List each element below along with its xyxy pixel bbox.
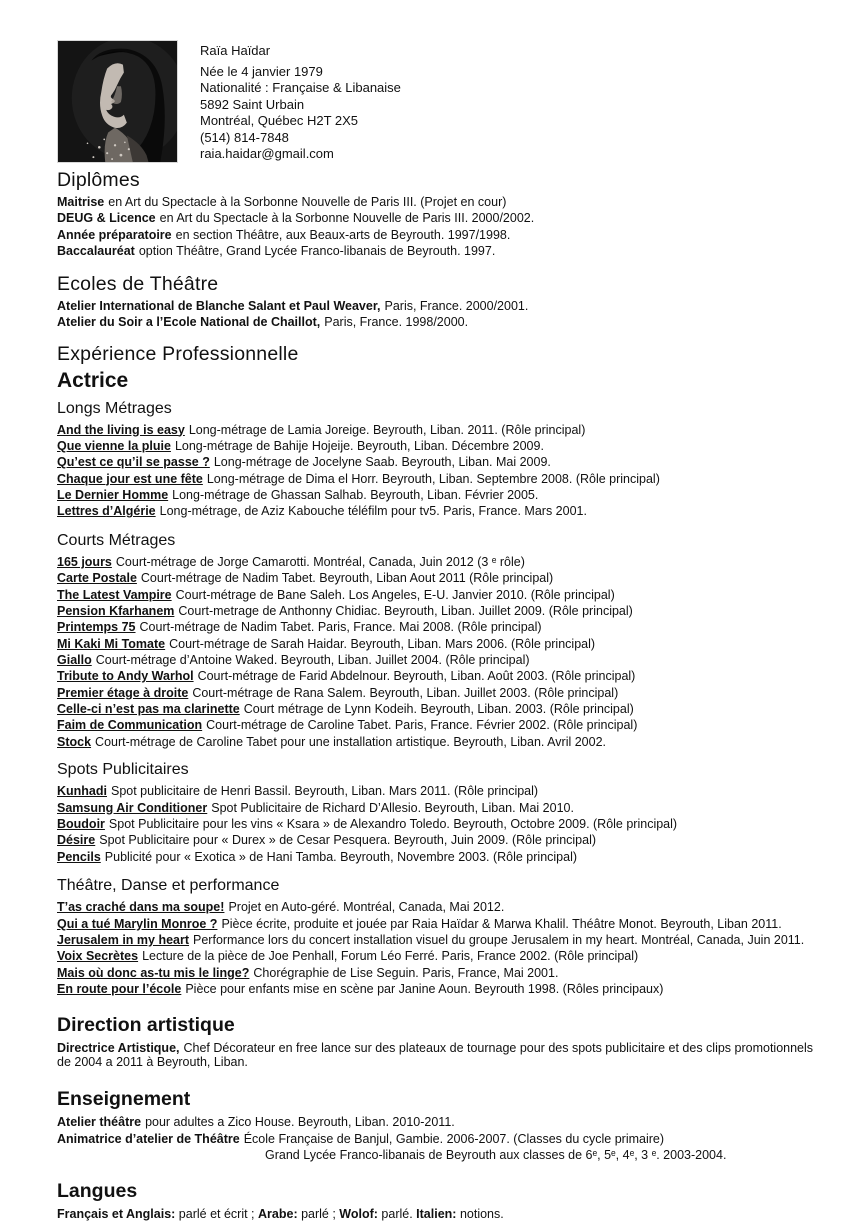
film-details: Long-métrage de Ghassan Salhab. Beyrouth, Liban. Février 2005. bbox=[172, 487, 539, 502]
language-name: Wolof: bbox=[339, 1206, 378, 1221]
performance-entry bbox=[57, 933, 824, 948]
film-details: Court-métrage de Caroline Tabet pour une installation artistique. Beyrouth, Liban. Avril 2002. bbox=[95, 734, 607, 749]
subsection-longs-metrages bbox=[57, 400, 824, 519]
phone-number: (514) 814-7848 bbox=[200, 129, 289, 145]
spot-entry bbox=[57, 801, 824, 816]
performance-entry bbox=[57, 982, 824, 997]
spot-title: Kunhadi bbox=[57, 784, 107, 799]
spot-entry bbox=[57, 817, 824, 832]
school-title: Atelier International de Blanche Salant et Paul Weaver, bbox=[57, 298, 381, 313]
spot-details: Spot Publicitaire de Richard D’Allesio. Beyrouth, Liban. Mai 2010. bbox=[211, 800, 574, 815]
performance-title: Qui a tué Marylin Monroe ? bbox=[57, 916, 218, 931]
film-entry bbox=[57, 669, 824, 684]
film-title: Le Dernier Homme bbox=[57, 487, 169, 502]
section-ecoles-theatre bbox=[57, 273, 824, 330]
film-details: Court-métrage de Rana Salem. Beyrouth, Liban. Juillet 2003. (Rôle principal) bbox=[192, 685, 619, 700]
film-title: The Latest Vampire bbox=[57, 587, 172, 602]
portrait-photo bbox=[57, 40, 178, 163]
language-name: Arabe: bbox=[258, 1206, 298, 1221]
diploma-details: en section Théâtre, aux Beaux-arts de Beyrouth. 1997/1998. bbox=[175, 227, 511, 242]
film-details: Court-métrage de Nadim Tabet. Paris, France. Mai 2008. (Rôle principal) bbox=[139, 620, 542, 635]
diploma-entry bbox=[57, 195, 824, 210]
film-title: Celle-ci n’est pas ma clarinette bbox=[57, 701, 240, 716]
diploma-title: DEUG & Licence bbox=[57, 211, 156, 226]
film-details: Long-métrage de Jocelyne Saab. Beyrouth, Liban. Mai 2009. bbox=[213, 455, 551, 470]
performance-title: En route pour l’école bbox=[57, 981, 182, 996]
film-title: Chaque jour est une fête bbox=[57, 471, 203, 486]
header bbox=[57, 40, 824, 163]
diploma-entry bbox=[57, 244, 824, 259]
film-entry bbox=[57, 455, 824, 470]
section-experience bbox=[57, 343, 824, 997]
film-title: Mi Kaki Mi Tomate bbox=[57, 636, 166, 651]
film-title: Qu’est ce qu’il se passe ? bbox=[57, 455, 210, 470]
school-details: Paris, France. 2000/2001. bbox=[384, 298, 529, 313]
contact-block bbox=[200, 40, 401, 163]
film-title: Que vienne la pluie bbox=[57, 438, 171, 453]
film-entry bbox=[57, 604, 824, 619]
film-entry bbox=[57, 571, 824, 586]
language-level: parlé ; bbox=[297, 1206, 340, 1221]
language-name: Français et Anglais: bbox=[57, 1206, 176, 1221]
film-title: Faim de Communication bbox=[57, 718, 203, 733]
email-address: raia.haidar@gmail.com bbox=[200, 146, 334, 161]
film-entry bbox=[57, 620, 824, 635]
diploma-title: Maitrise bbox=[57, 195, 105, 209]
film-entry bbox=[57, 637, 824, 652]
section-heading: Direction artistique bbox=[57, 1013, 235, 1036]
performance-details: Pièce pour enfants mise en scène par Janine Aoun. Beyrouth 1998. (Rôles principaux) bbox=[185, 981, 664, 996]
film-entry bbox=[57, 686, 824, 701]
language-level: parlé et écrit ; bbox=[175, 1206, 259, 1221]
address-city: Montréal, Québec H2T 2X5 bbox=[200, 113, 359, 128]
film-entry bbox=[57, 472, 824, 487]
subsection-heading: Spots Publicitaires bbox=[57, 761, 189, 779]
film-title: And the living is easy bbox=[57, 422, 185, 437]
film-entry bbox=[57, 653, 824, 668]
performance-entry bbox=[57, 917, 824, 932]
film-title: Giallo bbox=[57, 652, 92, 667]
section-enseignement bbox=[57, 1088, 824, 1162]
film-entry bbox=[57, 702, 824, 717]
subsection-theatre-danse-performance bbox=[57, 877, 824, 996]
diploma-entry bbox=[57, 228, 824, 243]
teaching-details: École Française de Banjul, Gambie. 2006-2007. (Classes du cycle primaire) bbox=[243, 1131, 665, 1146]
teaching-details: pour adultes a Zico House. Beyrouth, Liban. 2010-2011. bbox=[145, 1115, 455, 1130]
film-details: Long-métrage, de Aziz Kabouche téléfilm pour tv5. Paris, France. Mars 2001. bbox=[159, 504, 587, 519]
film-title: Pension Kfarhanem bbox=[57, 603, 175, 618]
section-direction-artistique bbox=[57, 1014, 824, 1071]
film-details: Court-métrage de Bane Saleh. Los Angeles, E-U. Janvier 2010. (Rôle principal) bbox=[175, 587, 615, 602]
direction-title: Directrice Artistique, bbox=[57, 1040, 180, 1055]
section-heading: Diplômes bbox=[57, 169, 140, 191]
spot-entry bbox=[57, 784, 824, 799]
spot-entry bbox=[57, 833, 824, 848]
performance-title: T’as craché dans ma soupe! bbox=[57, 900, 225, 915]
film-details: Court-métrage de Sarah Haidar. Beyrouth, Liban. Mars 2006. (Rôle principal) bbox=[169, 636, 596, 651]
spot-details: Spot publicitaire de Henri Bassil. Beyrouth, Liban. Mars 2011. (Rôle principal) bbox=[111, 784, 539, 799]
film-details: Court-métrage de Nadim Tabet. Beyrouth, Liban Aout 2011 (Rôle principal) bbox=[140, 571, 554, 586]
spot-title: Désire bbox=[57, 833, 96, 848]
film-entry bbox=[57, 718, 824, 733]
languages-line bbox=[57, 1207, 824, 1221]
performance-entry bbox=[57, 966, 824, 981]
subsection-heading: Longs Métrages bbox=[57, 399, 172, 417]
performance-details: Pièce écrite, produite et jouée par Raia Haïdar & Marwa Khalil. Théâtre Monot. Beyrouth, Liban 2011. bbox=[221, 916, 782, 931]
school-title: Atelier du Soir a l’Ecole National de Chaillot, bbox=[57, 315, 321, 330]
portrait-photo-graphic bbox=[58, 41, 177, 162]
film-details: Long-métrage de Bahije Hojeije. Beyrouth, Liban. Décembre 2009. bbox=[174, 438, 544, 453]
teaching-entry bbox=[57, 1132, 824, 1147]
film-entry bbox=[57, 504, 824, 519]
spot-title: Pencils bbox=[57, 849, 101, 864]
section-heading: Enseignement bbox=[57, 1088, 191, 1111]
school-entry bbox=[57, 299, 824, 314]
subsection-heading: Théâtre, Danse et performance bbox=[57, 877, 280, 895]
film-entry bbox=[57, 555, 824, 570]
film-details: Court-métrage d’Antoine Waked. Beyrouth, Liban. Juillet 2004. (Rôle principal) bbox=[95, 652, 530, 667]
film-details: Long-métrage de Dima el Horr. Beyrouth, Liban. Septembre 2008. (Rôle principal) bbox=[206, 471, 660, 486]
role-heading: Actrice bbox=[57, 368, 129, 392]
subsection-spots-publicitaires bbox=[57, 761, 824, 864]
film-entry bbox=[57, 588, 824, 603]
teaching-entry bbox=[57, 1115, 824, 1130]
film-entry bbox=[57, 439, 824, 454]
diploma-details: en Art du Spectacle à la Sorbonne Nouvelle de Paris III. 2000/2002. bbox=[159, 211, 535, 226]
diploma-details: option Théâtre, Grand Lycée Franco-libanais de Beyrouth. 1997. bbox=[138, 244, 496, 259]
teaching-title: Animatrice d’atelier de Théâtre bbox=[57, 1131, 240, 1146]
nationality: Nationalité : Française & Libanaise bbox=[200, 80, 401, 95]
film-title: 165 jours bbox=[57, 554, 112, 569]
spot-entry bbox=[57, 850, 824, 865]
spot-details: Spot Publicitaire pour « Durex » de Cesar Pesquera. Beyrouth, Juin 2009. (Rôle principal) bbox=[99, 833, 597, 848]
film-details: Court-métrage de Jorge Camarotti. Montréal, Canada, Juin 2012 (3 ᵉ rôle) bbox=[115, 554, 525, 569]
diploma-title: Année préparatoire bbox=[57, 227, 172, 242]
film-details: Court-metrage de Anthonny Chidiac. Beyrouth, Liban. Juillet 2009. (Rôle principal) bbox=[178, 603, 633, 618]
film-title: Carte Postale bbox=[57, 571, 137, 586]
performance-entry bbox=[57, 900, 824, 915]
film-title: Tribute to Andy Warhol bbox=[57, 669, 194, 684]
direction-entry bbox=[57, 1041, 824, 1071]
performance-title: Mais où donc as-tu mis le linge? bbox=[57, 965, 250, 980]
address-street: 5892 Saint Urbain bbox=[200, 96, 305, 112]
film-entry bbox=[57, 423, 824, 438]
direction-details: Chef Décorateur en free lance sur des plateaux de tournage pour des spots publicitaire et des clips promotionnels de 2004 a 2011 à Beyrouth, Liban. bbox=[57, 1040, 814, 1070]
diploma-title: Baccalauréat bbox=[57, 244, 135, 259]
school-entry bbox=[57, 315, 824, 330]
language-level: parlé. bbox=[377, 1206, 417, 1221]
performance-details: Chorégraphie de Lise Seguin. Paris, France, Mai 2001. bbox=[253, 965, 559, 980]
film-title: Stock bbox=[57, 734, 92, 749]
section-diplomes bbox=[57, 169, 824, 259]
film-title: Printemps 75 bbox=[57, 620, 136, 635]
performance-details: Projet en Auto-géré. Montréal, Canada, Mai 2012. bbox=[228, 900, 505, 915]
film-entry bbox=[57, 488, 824, 503]
performance-title: Jerusalem in my heart bbox=[57, 932, 190, 947]
section-heading: Ecoles de Théâtre bbox=[57, 272, 219, 295]
performance-details: Performance lors du concert installation visuel du groupe Jerusalem in my heart. Montréal, Canada, Juin 2011. bbox=[193, 932, 805, 947]
teaching-continuation: Grand Lycée Franco-libanais de Beyrouth aux classes de 6ᵉ, 5ᵉ, 4ᵉ, 3 ᵉ. 2003-2004. bbox=[265, 1147, 727, 1162]
subsection-courts-metrages bbox=[57, 532, 824, 749]
school-details: Paris, France. 1998/2000. bbox=[324, 315, 469, 330]
film-details: Court-métrage de Caroline Tabet. Paris, France. Février 2002. (Rôle principal) bbox=[206, 718, 638, 733]
section-heading: Expérience Professionnelle bbox=[57, 342, 299, 365]
language-name: Italien: bbox=[416, 1206, 457, 1221]
spot-title: Samsung Air Conditioner bbox=[57, 800, 208, 815]
spot-details: Spot Publicitaire pour les vins « Ksara » de Alexandro Toledo. Beyrouth, Octobre 2009. (Rôle principal) bbox=[108, 816, 678, 831]
subsection-heading: Courts Métrages bbox=[57, 531, 176, 549]
birth-date: Née le 4 janvier 1979 bbox=[200, 63, 323, 79]
spot-details: Publicité pour « Exotica » de Hani Tamba. Beyrouth, Novembre 2003. (Rôle principal) bbox=[104, 849, 578, 864]
film-title: Lettres d’Algérie bbox=[57, 504, 156, 519]
film-details: Long-métrage de Lamia Joreige. Beyrouth, Liban. 2011. (Rôle principal) bbox=[188, 422, 586, 437]
language-level: notions. bbox=[456, 1206, 504, 1221]
section-langues bbox=[57, 1180, 824, 1221]
performance-title: Voix Secrètes bbox=[57, 949, 139, 964]
spot-title: Boudoir bbox=[57, 816, 105, 831]
section-heading: Langues bbox=[57, 1179, 138, 1202]
film-details: Court métrage de Lynn Kodeih. Beyrouth, Liban. 2003. (Rôle principal) bbox=[243, 701, 634, 716]
film-entry bbox=[57, 735, 824, 750]
film-details: Court-métrage de Farid Abdelnour. Beyrouth, Liban. Août 2003. (Rôle principal) bbox=[197, 669, 636, 684]
diploma-details: en Art du Spectacle à la Sorbonne Nouvelle de Paris III. (Projet en cour) bbox=[108, 195, 507, 209]
performance-details: Lecture de la pièce de Joe Penhall, Forum Léo Ferré. Paris, France 2002. (Rôle principal) bbox=[142, 949, 639, 964]
performance-entry bbox=[57, 949, 824, 964]
film-title: Premier étage à droite bbox=[57, 685, 189, 700]
person-name: Raïa Haïdar bbox=[200, 43, 271, 58]
diploma-entry bbox=[57, 211, 824, 226]
teaching-title: Atelier théâtre bbox=[57, 1115, 142, 1130]
